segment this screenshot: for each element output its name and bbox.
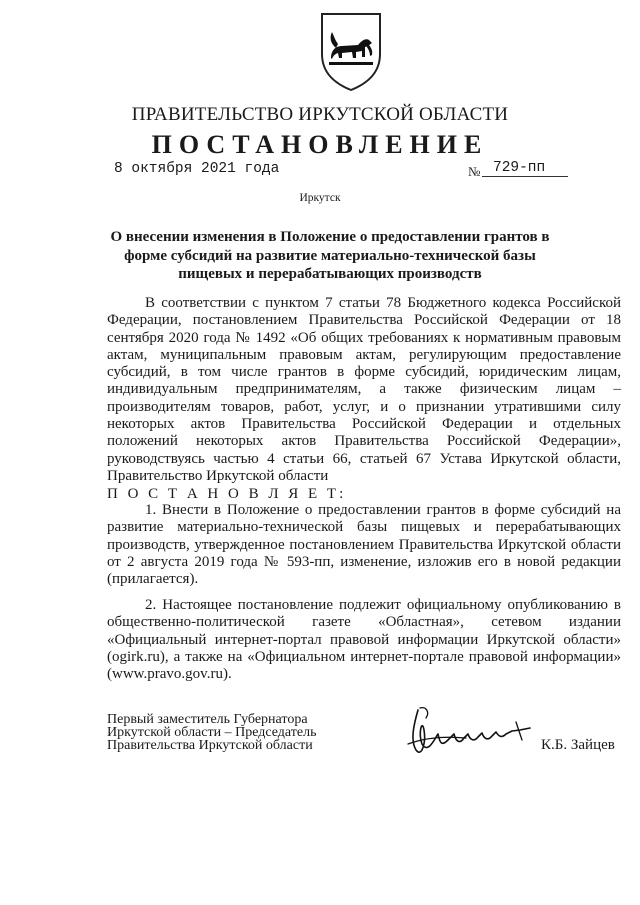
- item-1-paragraph: 1. Внести в Положение о предоставлении грантов в форме субсидий на развитие материально-технической базы пищевых и перерабатывающих производств, утвержденное постановлением Правительства Иркутской области от 2 августа 2019 года № 593-пп, изменение, изложив его в новой редакции (прилагается).: [107, 502, 621, 588]
- number-underline: [482, 176, 568, 177]
- signatory-position-line-1: Первый заместитель Губернатора: [107, 712, 308, 727]
- signatory-position-line-2: Иркутской области – Председатель: [107, 725, 317, 740]
- preamble-paragraph: В соответствии с пунктом 7 статьи 78 Бюджетного кодекса Российской Федерации, постановлением Правительства Российской Федерации от 18 сентября 2020 года № 1492 «Об общих требованиях к нормативным правовым актам, муниципальным правовым актам, регулирующим предоставление субсидий, в том числе грантов в форме субсидий, юридическим лицам, индивидуальным предпринимателям, а также физическим лицам – производителям товаров, работ, услуг, и о признании утратившими силу некоторых актов Правительства Российской Федерации и отдельных положений некоторых актов Правительства Российской Федерации», руководствуясь частью 4 статьи 66, статьей 67 Устава Иркутской области, Правительство Иркутской области: [107, 295, 621, 484]
- document-number: 729-пп: [493, 160, 546, 176]
- item-2-paragraph: 2. Настоящее постановление подлежит официальному опубликованию в общественно-политической газете «Областная», сетевом издании «Официальный интернет-портал правовой информации Иркутской области» (ogirk.ru), а также на «Официальном интернет-портале правовой информации» (www.pravo.gov.ru).: [107, 597, 621, 683]
- number-label: №: [468, 164, 481, 179]
- city-name: Иркутск: [299, 192, 341, 204]
- document-title: О внесении изменения в Положение о предоставлении грантов в форме субсидий на развитие материально-технической базы пищевых и перерабатывающих производств: [110, 229, 550, 282]
- signatory-position-line-3: Правительства Иркутской области: [107, 738, 313, 753]
- document-type: ПОСТАНОВЛЕНИЕ: [151, 130, 489, 159]
- decree-word: П О С Т А Н О В Л Я Е Т:: [107, 486, 347, 502]
- document-date: 8 октября 2021 года: [114, 161, 280, 177]
- signatory-name: К.Б. Зайцев: [541, 737, 615, 753]
- coat-of-arms-icon: [318, 10, 384, 92]
- authority-name: ПРАВИТЕЛЬСТВО ИРКУТСКОЙ ОБЛАСТИ: [131, 104, 509, 125]
- handwritten-signature: [404, 704, 536, 766]
